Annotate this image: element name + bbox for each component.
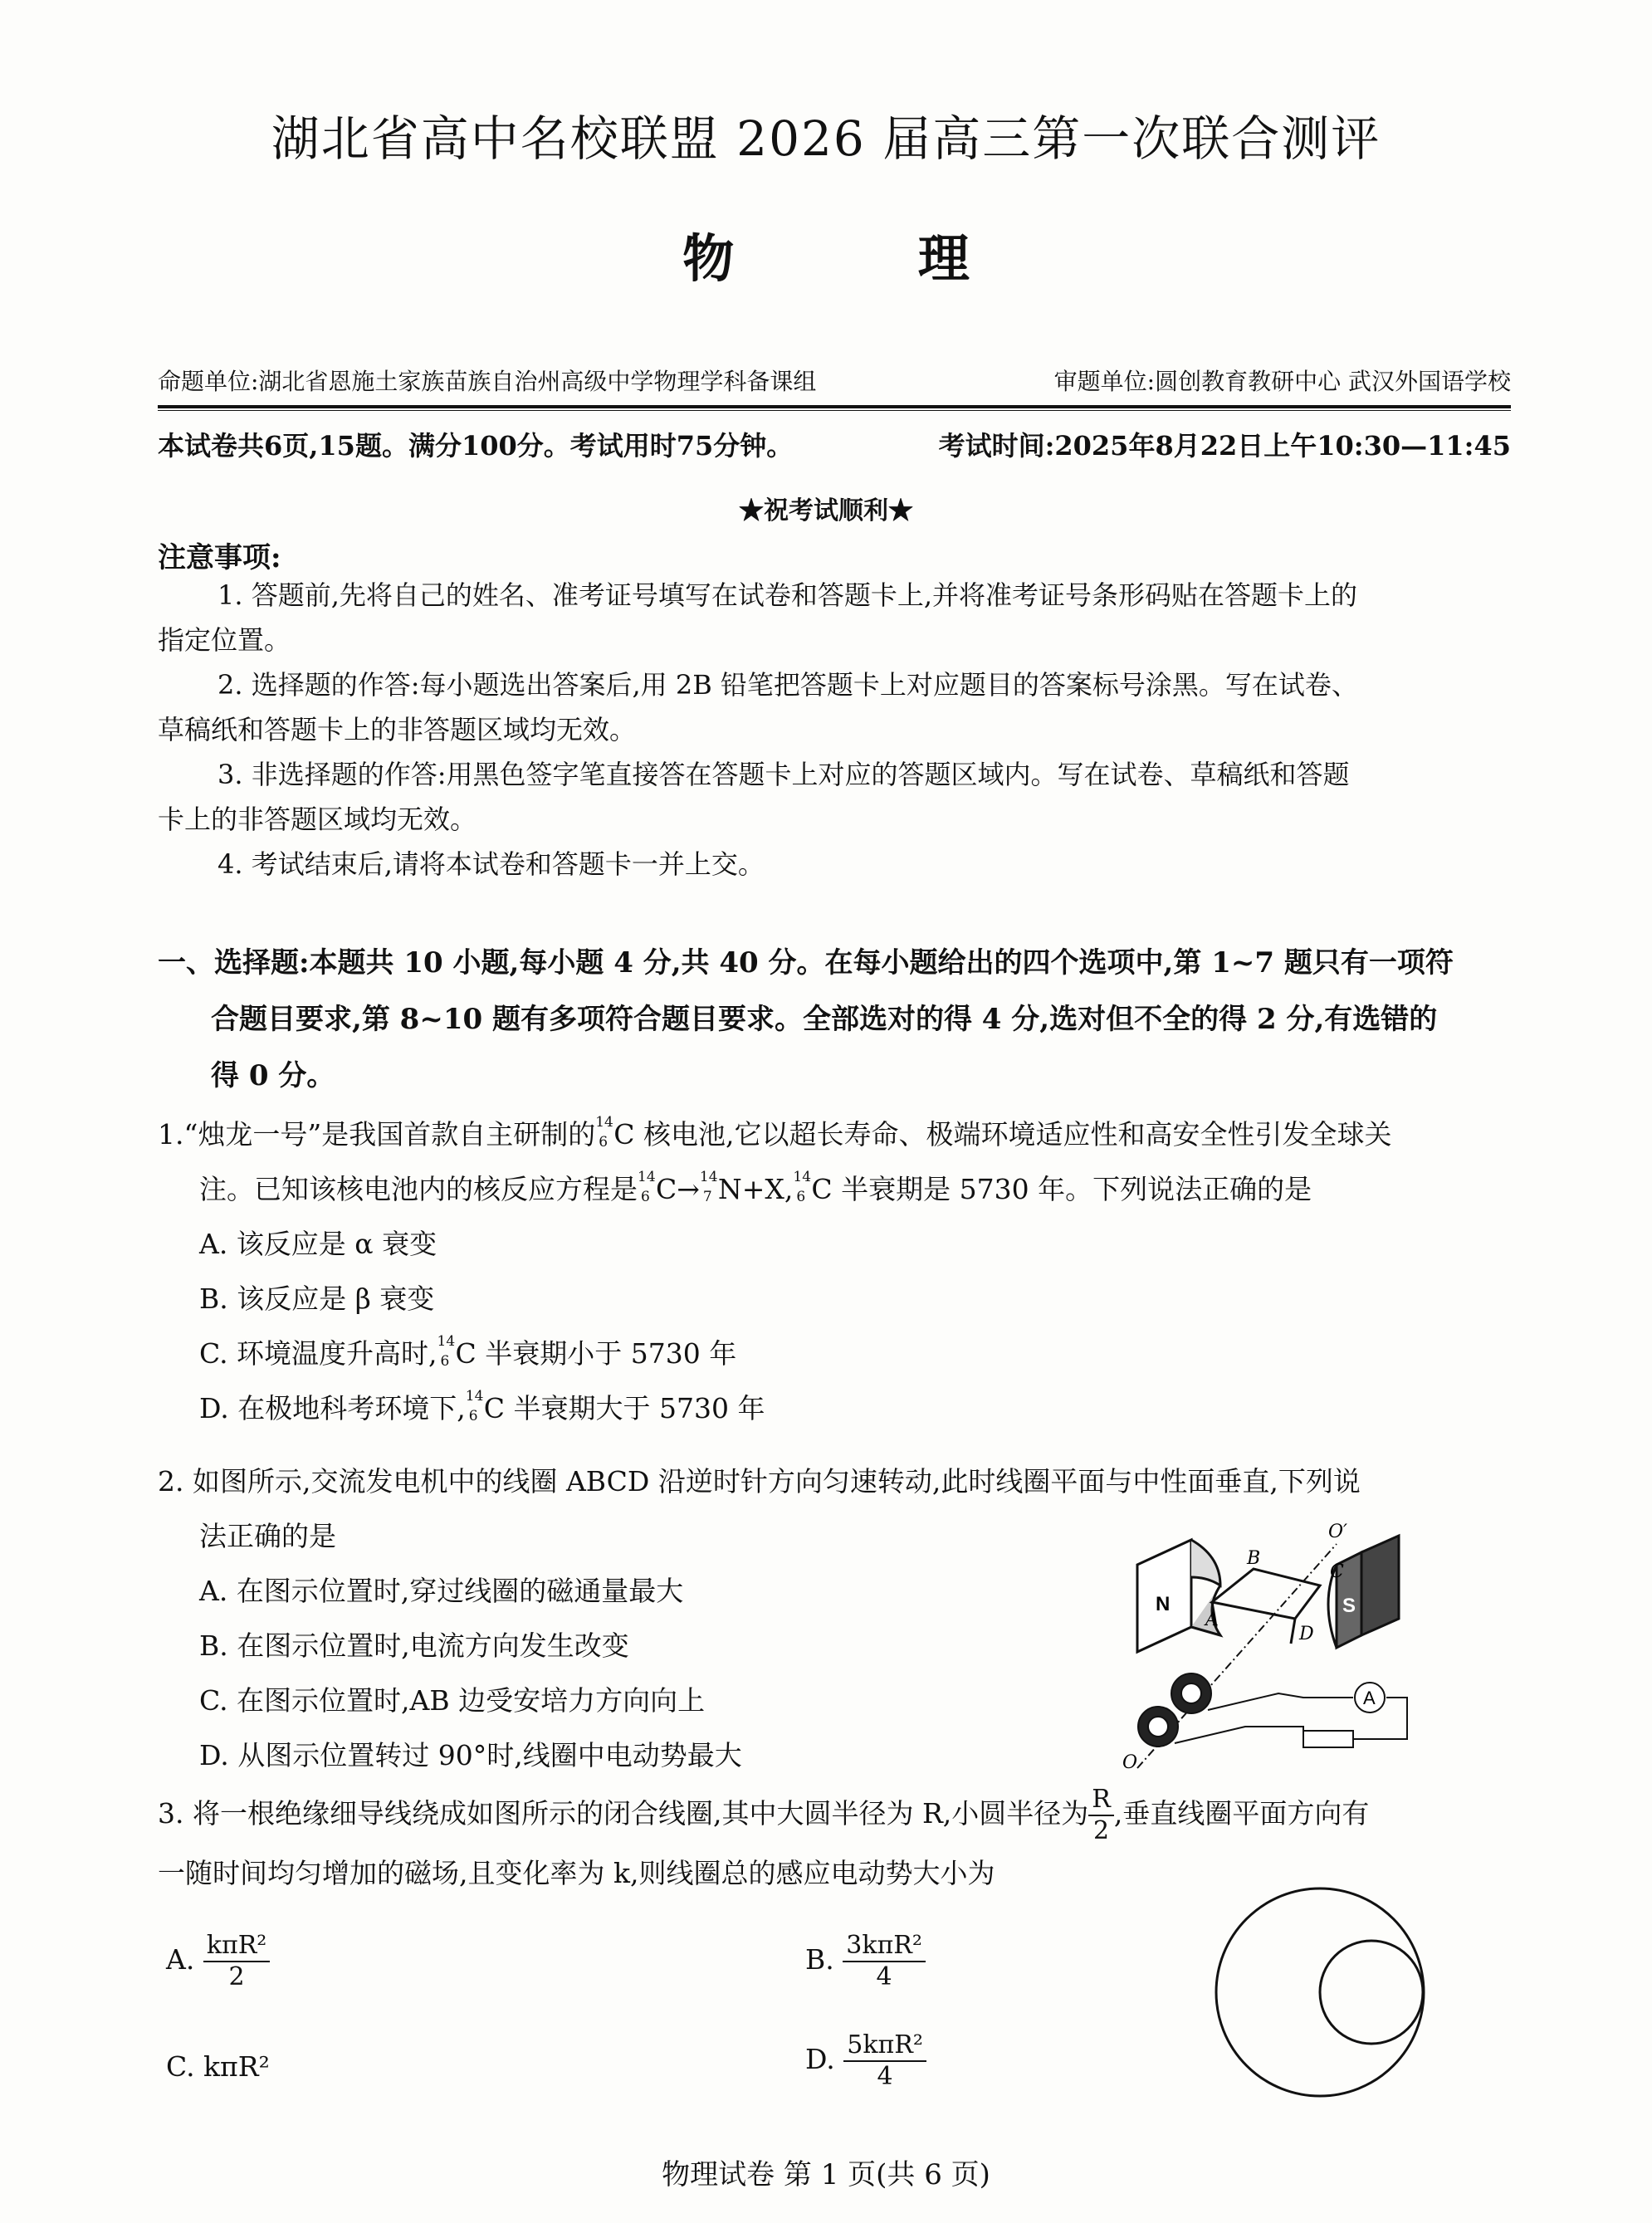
ammeter xyxy=(1355,1683,1385,1712)
exam-time: 考试时间:2025年8月22日上午10:30—11:45 xyxy=(938,430,1511,462)
question-1 xyxy=(158,1107,1511,1436)
fraction: $\frac{\text{kπR²}}{2}$ xyxy=(203,1931,271,1992)
header-rule-thin xyxy=(158,410,1511,411)
good-luck-banner: ★祝考试顺利★ xyxy=(739,496,913,525)
notice-item: 4. 考试结束后,请将本试卷和答题卡一并上交。 xyxy=(217,848,765,880)
svg-text:D: D xyxy=(1299,1624,1314,1644)
q2-option-d[interactable]: D. 从图示位置转过 90°时,线圈中电动势最大 xyxy=(199,1739,742,1771)
q3-option-a[interactable]: A. $\frac{\text{kπR²}}{2}$ xyxy=(166,1931,270,1992)
fraction-r-half: $\frac{R}{2}$ xyxy=(1088,1785,1114,1846)
fraction: $\frac{\text{3kπR²}}{4}$ xyxy=(843,1931,926,1992)
svg-text:O′: O′ xyxy=(1328,1522,1348,1542)
section-line: 合题目要求,第 8~10 题有多项符合题目要求。全部选对的得 4 分,选对但不全的得 2 分,有选错的 xyxy=(211,1003,1438,1036)
q3-stem-line2: 一随时间均匀增加的磁场,且变化率为 k,则线圈总的感应电动势大小为 xyxy=(158,1857,995,1889)
q1-stem-line1: 1.“烛龙一号”是我国首款自主研制的 14 6 C 核电池,它以超长寿命、极端环境适应性和高安全性引发全球关 xyxy=(158,1114,1392,1151)
author-unit: 命题单位:湖北省恩施土家族苗族自治州高级中学物理学科备课组 xyxy=(158,368,817,395)
section-line: 一、选择题:本题共 10 小题,每小题 4 分,共 40 分。在每小题给出的四个选项中,第 1~7 题只有一项符 xyxy=(158,946,1454,980)
notice-title: 注意事项: xyxy=(158,541,281,574)
isotope-c14: 14 6 xyxy=(638,1169,656,1205)
q1-option-b[interactable]: B. 该反应是 β 衰变 xyxy=(199,1282,435,1315)
svg-text:B: B xyxy=(1247,1548,1261,1569)
fraction: $\frac{\text{5kπR²}}{4}$ xyxy=(843,2030,926,2092)
svg-text:A: A xyxy=(1205,1610,1219,1630)
south-magnet xyxy=(1328,1536,1399,1648)
q1-option-c[interactable]: C. 环境温度升高时, 14 6 C 半衰期小于 5730 年 xyxy=(199,1333,737,1370)
notice-item: 2. 选择题的作答:每小题选出答案后,用 2B 铅笔把答题卡上对应题目的答案标号涂黑。写在试卷、 xyxy=(217,669,1358,701)
subject-title: 物 理 xyxy=(682,228,970,289)
svg-text:A: A xyxy=(1363,1688,1376,1708)
q3-option-b[interactable]: B. $\frac{\text{3kπR²}}{4}$ xyxy=(805,1931,926,1992)
generator-diagram xyxy=(1112,1519,1428,1776)
q2-option-c[interactable]: C. 在图示位置时,AB 边受安培力方向向上 xyxy=(199,1684,706,1717)
q2-stem-line2: 法正确的是 xyxy=(199,1520,336,1552)
q2-option-b[interactable]: B. 在图示位置时,电流方向发生改变 xyxy=(199,1629,629,1662)
isotope-c14: 14 6 xyxy=(465,1388,484,1424)
svg-text:N: N xyxy=(1156,1593,1171,1615)
page-footer: 物理试卷 第 1 页(共 6 页) xyxy=(662,2158,990,2191)
coil-abcd xyxy=(1204,1548,1344,1644)
isotope-c14: 14 6 xyxy=(595,1114,613,1151)
circuit-wire xyxy=(1208,1693,1353,1710)
slip-rings xyxy=(1138,1673,1211,1747)
q3-option-d[interactable]: D. $\frac{\text{5kπR²}}{4}$ xyxy=(805,2030,926,2092)
q1-option-a[interactable]: A. 该反应是 α 衰变 xyxy=(199,1228,437,1260)
q1-stem-line2: 注。已知该核电池内的核反应方程是 14 6 C→ 14 7 N+X, 14 6 C 半衰期是 5730 年。下列说法正确的是 xyxy=(199,1169,1312,1205)
notice-item: 指定位置。 xyxy=(158,624,291,656)
svg-text:O: O xyxy=(1122,1752,1138,1773)
q3-stem-line1: 3. 将一根绝缘细导线绕成如图所示的闭合线圈,其中大圆半径为 R,小圆半径为 $\frac{R}{2}$ ,垂直线圈平面方向有 xyxy=(158,1785,1370,1845)
coil-circles-diagram xyxy=(1204,1876,1436,2108)
q3-option-c[interactable]: C. kπR² xyxy=(166,2050,270,2083)
small-circle xyxy=(1320,1941,1423,2044)
svg-text:C: C xyxy=(1330,1561,1344,1582)
q1-option-d[interactable]: D. 在极地科考环境下, 14 6 C 半衰期大于 5730 年 xyxy=(199,1388,765,1424)
q2-option-a[interactable]: A. 在图示位置时,穿过线圈的磁通量最大 xyxy=(199,1575,684,1607)
paper-info: 本试卷共6页,15题。满分100分。考试用时75分钟。 xyxy=(158,430,794,462)
north-magnet xyxy=(1137,1540,1220,1652)
exam-title: 湖北省高中名校联盟 2026 届高三第一次联合测评 xyxy=(271,110,1381,167)
section-heading xyxy=(158,935,1511,1104)
svg-text:S: S xyxy=(1342,1595,1356,1617)
review-unit: 审题单位:圆创教育教研中心 武汉外国语学校 xyxy=(1053,368,1511,395)
header-rule xyxy=(158,405,1511,408)
resistor xyxy=(1303,1731,1353,1747)
notice-item: 3. 非选择题的作答:用黑色签字笔直接答在答题卡上对应的答题区域内。写在试卷、草稿纸和答题 xyxy=(217,759,1350,790)
notice-item: 草稿纸和答题卡上的非答题区域均无效。 xyxy=(158,714,637,745)
isotope-c14: 14 6 xyxy=(437,1333,456,1370)
q2-stem-line1: 2. 如图所示,交流发电机中的线圈 ABCD 沿逆时针方向匀速转动,此时线圈平面与中性面垂直,下列说 xyxy=(158,1465,1361,1497)
notice-list xyxy=(158,573,1511,887)
section-line: 得 0 分。 xyxy=(211,1059,335,1092)
notice-item: 1. 答题前,先将自己的姓名、准考证号填写在试卷和答题卡上,并将准考证号条形码贴在答题卡上的 xyxy=(217,579,1358,611)
isotope-c14: 14 6 xyxy=(793,1169,812,1205)
isotope-n14: 14 7 xyxy=(699,1169,718,1205)
notice-item: 卡上的非答题区域均无效。 xyxy=(158,804,477,835)
